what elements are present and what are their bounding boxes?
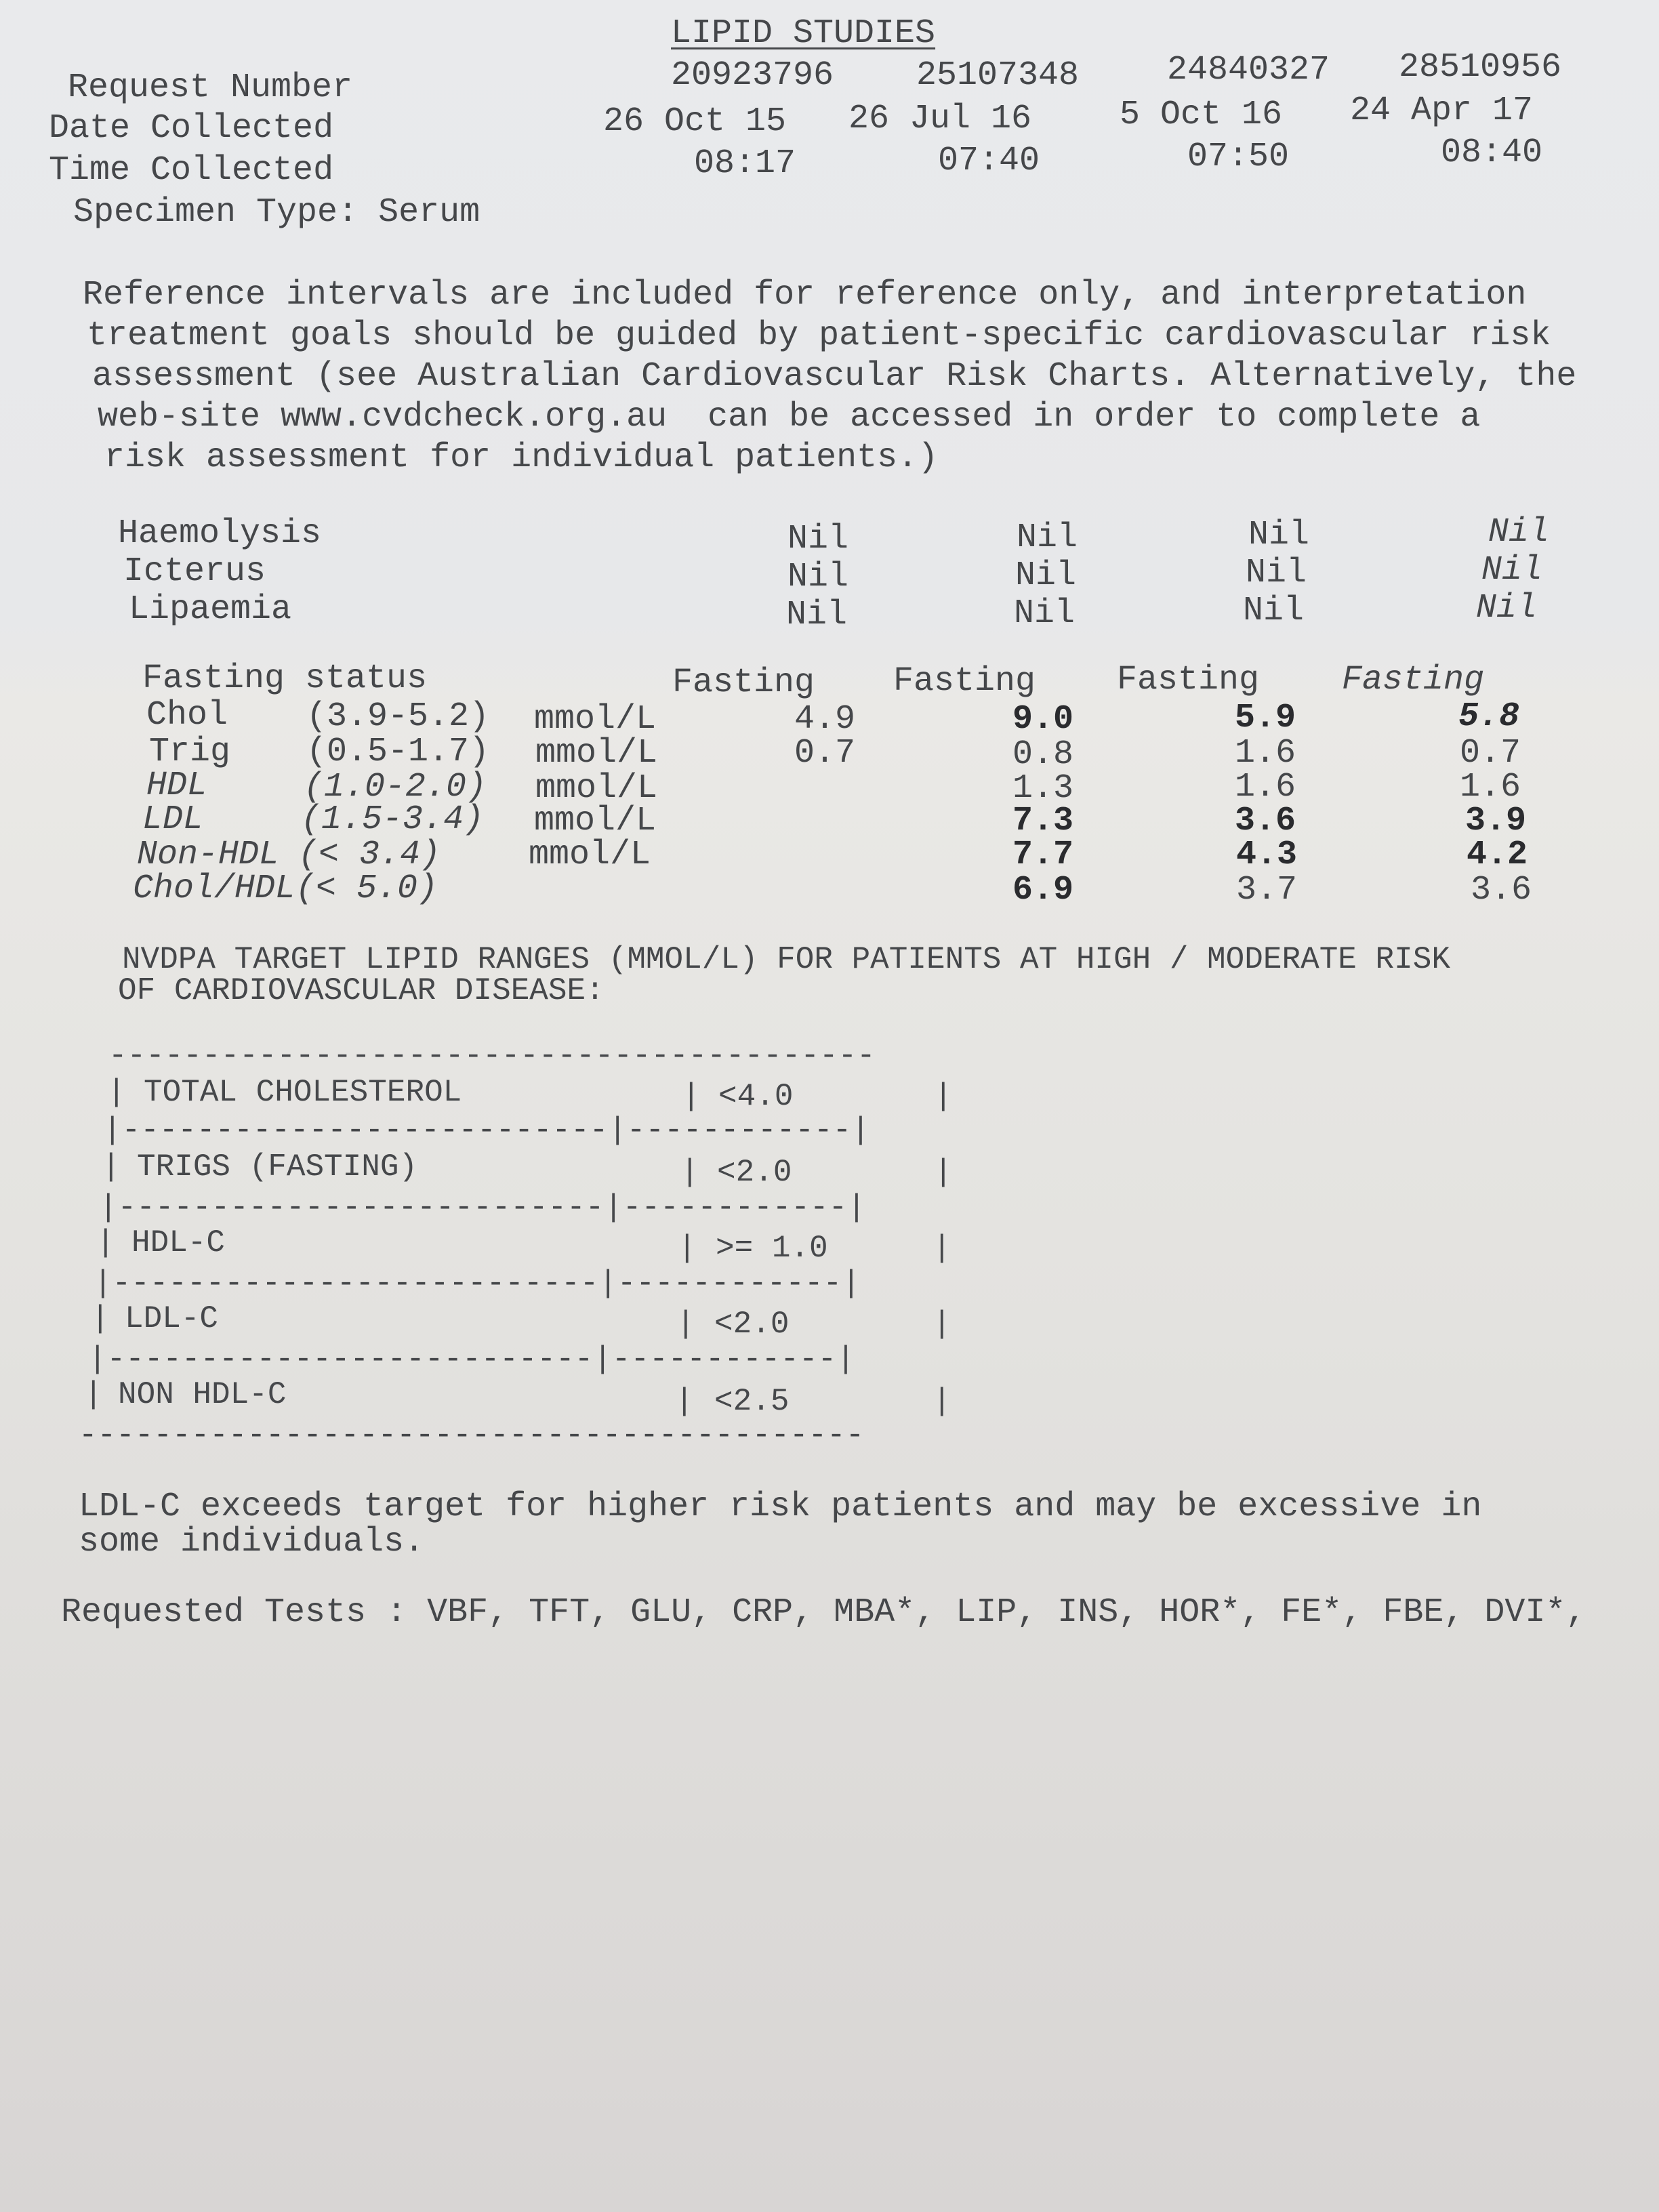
quality-value: Nil [1488,513,1550,552]
target-table-bar: | [91,1301,110,1336]
result-value: 3.6 [1235,802,1296,840]
result-unit-non-hdl: mmol/L [529,836,651,874]
result-range-hdl: (1.0-2.0) [304,768,487,806]
quality-value: Nil [1015,556,1077,595]
target-table-top-border: ----------------------------------------- [108,1038,876,1073]
result-range-chol-hdl: (< 5.0) [295,869,438,908]
target-table-bar: | [933,1307,951,1342]
fasting-value: Fasting [893,662,1036,701]
result-value: 5.9 [1235,699,1296,737]
quality-value: Nil [1476,589,1538,628]
date-collected-4: 24 Apr 17 [1350,91,1534,130]
target-table-bar: | [96,1225,115,1261]
target-value: >= 1.0 [716,1231,828,1266]
ldl-comment-line-1: LDL-C exceeds target for higher risk patients and may be excessive in [79,1488,1482,1526]
result-value: 4.3 [1236,836,1298,874]
time-collected-1: 08:17 [694,144,796,183]
quality-label-haemolysis: Haemolysis [118,514,322,553]
quality-value: Nil [1248,516,1310,554]
date-collected-2: 26 Jul 16 [848,100,1032,138]
target-table-bar: | [680,1155,699,1190]
fasting-value: Fasting [1117,661,1260,699]
result-name-hdl: HDL [146,766,208,805]
request-number-label: Request Number [68,68,353,107]
reference-note-line-4: web-site www.cvdcheck.org.au can be accessed in order to complete a [98,398,1481,436]
result-value: 0.8 [1012,735,1074,774]
result-name-ldl: LDL [142,800,204,839]
report-title: LIPID STUDIES [671,14,936,53]
requested-tests: Requested Tests : VBF, TFT, GLU, CRP, MBA*, LIP, INS, HOR*, FE*, FBE, DVI*, [61,1593,1586,1632]
target-name: NON HDL-C [118,1377,287,1412]
target-table-row-divider: |--------------------------|------------| [94,1266,861,1301]
target-table-row-divider: |--------------------------|------------| [103,1113,870,1148]
result-value: 4.9 [794,700,856,739]
target-value: <2.0 [717,1155,792,1190]
reference-note-line-2: treatment goals should be guided by patient-specific cardiovascular risk [87,316,1551,355]
result-value: 0.7 [794,734,856,773]
target-name: HDL-C [131,1225,226,1261]
result-unit-ldl: mmol/L [534,802,657,840]
time-collected-label: Time Collected [49,151,334,190]
target-table-bar: | [934,1155,953,1190]
quality-value: Nil [786,596,848,634]
result-range-chol: (3.9-5.2) [306,697,490,736]
result-name-chol-hdl: Chol/HDL [133,869,296,908]
result-unit-chol: mmol/L [534,700,657,739]
quality-value: Nil [1246,554,1307,592]
target-value: <2.5 [714,1384,790,1419]
result-value: 3.9 [1465,802,1527,840]
reference-note-line-5: risk assessment for individual patients.) [104,438,939,477]
target-table-bar: | [933,1384,951,1419]
ldl-comment-line-2: some individuals. [79,1523,425,1561]
result-unit-trig: mmol/L [535,734,658,773]
result-value: 0.7 [1460,734,1521,773]
target-table-bar: | [682,1079,701,1114]
result-range-trig: (0.5-1.7) [306,733,490,771]
target-name: TOTAL CHOLESTEROL [144,1075,462,1110]
result-value: 4.2 [1467,836,1528,874]
quality-value: Nil [787,558,849,596]
target-table-bar: | [107,1075,126,1110]
request-number-2: 25107348 [916,56,1080,95]
target-table-bar: | [102,1149,121,1185]
target-table-bar: | [934,1079,953,1114]
quality-value: Nil [1017,518,1078,557]
quality-value: Nil [1481,551,1543,590]
target-value: <4.0 [718,1079,794,1114]
result-value: 7.3 [1012,802,1074,840]
date-collected-1: 26 Oct 15 [603,102,787,141]
request-number-1: 20923796 [671,56,834,95]
nvdpa-heading-line-2: OF CARDIOVASCULAR DISEASE: [118,973,605,1008]
target-name: LDL-C [125,1301,219,1336]
fasting-status-label: Fasting status [142,659,428,698]
result-name-non-hdl: Non-HDL [137,836,280,874]
result-value: 9.0 [1012,700,1074,739]
reference-note-line-1: Reference intervals are included for reference only, and interpretation [83,276,1527,314]
quality-value: Nil [1243,592,1305,630]
target-table-bar: | [675,1384,694,1419]
target-table-row-divider: |--------------------------|------------| [99,1190,866,1225]
result-value: 1.6 [1460,768,1521,806]
result-value: 5.8 [1458,697,1520,736]
result-value: 3.6 [1471,871,1532,909]
specimen-type-label: Specimen Type: Serum [73,193,480,232]
request-number-3: 24840327 [1167,51,1330,89]
target-table-bottom-border: ------------------------------------------ [79,1418,865,1453]
target-table-row-divider: |--------------------------|------------| [88,1342,855,1377]
target-table-bar: | [676,1307,695,1342]
target-table-bar: | [933,1231,951,1266]
result-value: 7.7 [1012,836,1074,874]
quality-label-lipaemia: Lipaemia [129,590,292,629]
target-table-bar: | [678,1231,697,1266]
time-collected-2: 07:40 [938,142,1040,180]
result-value: 6.9 [1012,871,1074,909]
time-collected-3: 07:50 [1187,138,1290,176]
reference-note-line-3: assessment (see Australian Cardiovascular Risk Charts. Alternatively, the [92,357,1577,396]
result-name-trig: Trig [149,733,231,771]
fasting-value: Fasting [1342,661,1485,699]
result-value: 3.7 [1236,871,1298,909]
date-collected-3: 5 Oct 16 [1120,96,1283,134]
result-value: 1.3 [1012,769,1074,808]
quality-value: Nil [787,520,849,558]
quality-label-icterus: Icterus [123,552,266,591]
target-name: TRIGS (FASTING) [137,1149,418,1185]
fasting-value: Fasting [672,663,815,702]
date-collected-label: Date Collected [49,109,334,148]
nvdpa-heading-line-1: NVDPA TARGET LIPID RANGES (MMOL/L) FOR PATIENTS AT HIGH / MODERATE RISK [122,942,1450,977]
result-name-chol: Chol [146,696,228,735]
result-value: 1.6 [1235,768,1296,806]
result-range-ldl: (1.5-3.4) [301,800,485,839]
result-value: 1.6 [1235,734,1296,773]
time-collected-4: 08:40 [1441,134,1543,172]
quality-value: Nil [1014,594,1076,633]
request-number-4: 28510956 [1399,48,1562,87]
target-value: <2.0 [714,1307,790,1342]
target-table-bar: | [84,1377,103,1412]
result-range-non-hdl: (< 3.4) [298,836,441,874]
result-unit-hdl: mmol/L [535,769,658,808]
